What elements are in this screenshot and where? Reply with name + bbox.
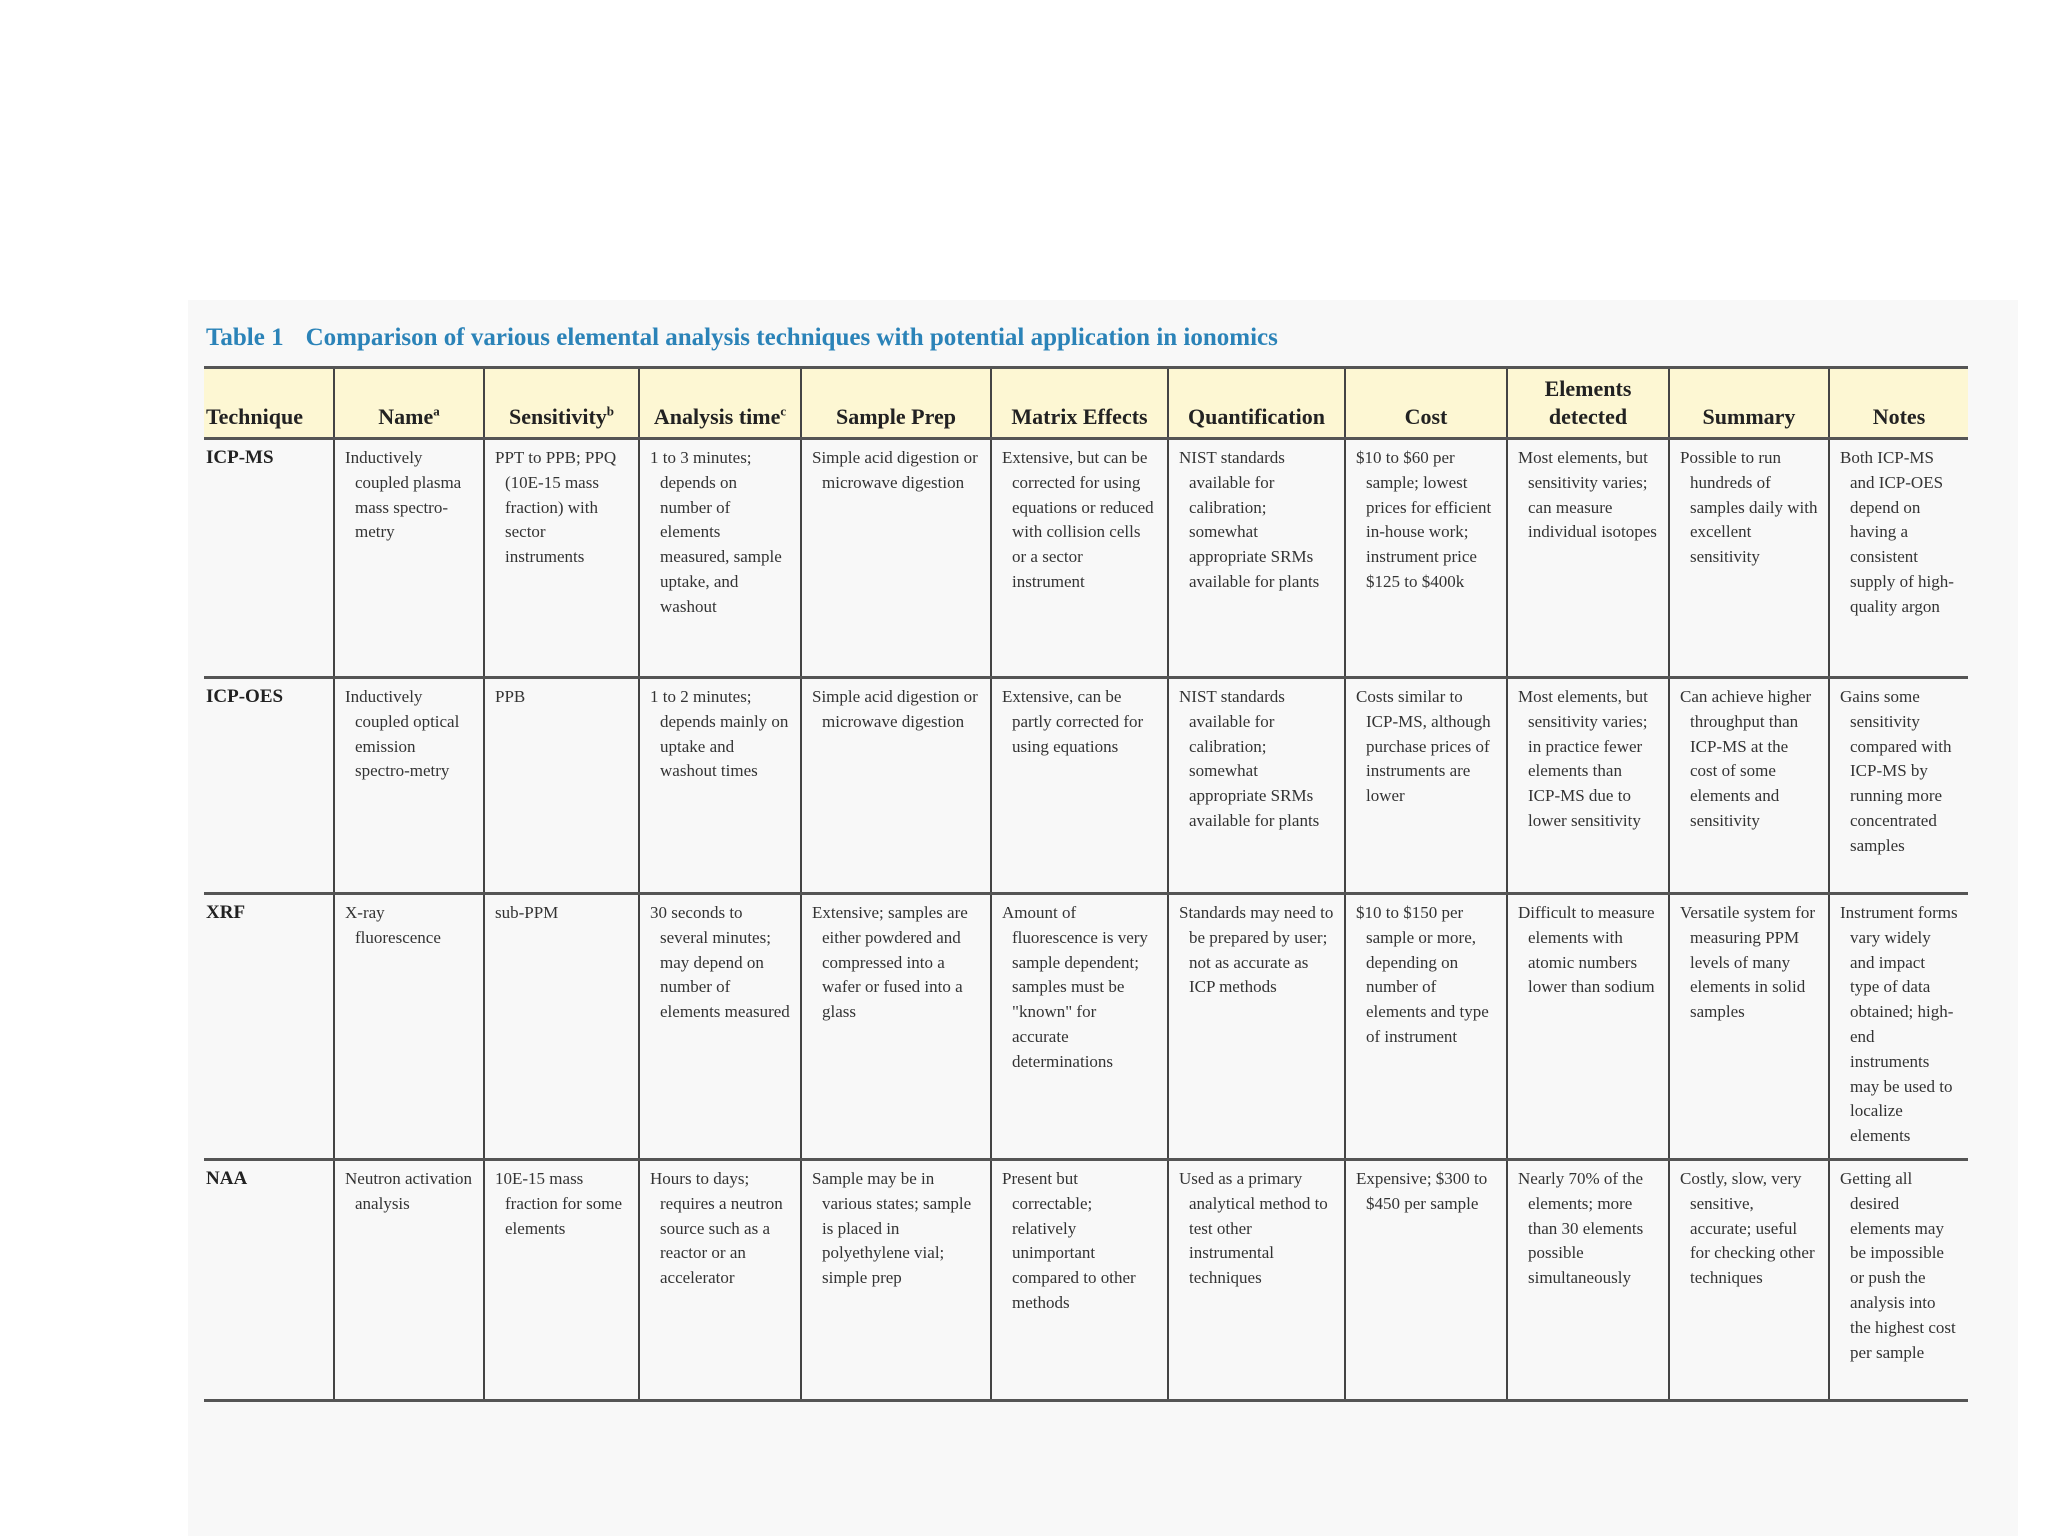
cell-technique: ICP-MS — [204, 439, 334, 678]
cell-analysis-time: 1 to 3 minutes; depends on number of elements measured, sample uptake, and washout — [639, 439, 801, 678]
cell-matrix-effects: Extensive, can be partly corrected for using equations — [991, 678, 1168, 894]
cell-sensitivity: PPT to PPB; PPQ (10E-15 mass fraction) with sector instruments — [484, 439, 639, 678]
cell-matrix-effects: Present but correctable; relatively unimportant compared to other methods — [991, 1160, 1168, 1401]
cell-elements-detected: Difficult to measure elements with atomic numbers lower than sodium — [1507, 894, 1669, 1160]
table-caption — [206, 324, 1278, 352]
header-cost: Cost — [1345, 368, 1507, 439]
cell-name: Inductively coupled plasma mass spectro-metry — [334, 439, 484, 678]
cell-summary: Possible to run hundreds of samples daily with excellent sensitivity — [1669, 439, 1829, 678]
header-matrix-effects: Matrix Effects — [991, 368, 1168, 439]
table-row-xrf — [204, 894, 1968, 1160]
cell-sensitivity: 10E-15 mass fraction for some elements — [484, 1160, 639, 1401]
cell-sensitivity: sub-PPM — [484, 894, 639, 1160]
cell-quantification: NIST standards available for calibration; somewhat appropriate SRMs available for plants — [1168, 439, 1345, 678]
header-quantification: Quantification — [1168, 368, 1345, 439]
cell-quantification: NIST standards available for calibration; somewhat appropriate SRMs available for plants — [1168, 678, 1345, 894]
cell-sample-prep: Sample may be in various states; sample is placed in polyethylene vial; simple prep — [801, 1160, 991, 1401]
cell-matrix-effects: Extensive, but can be corrected for using equations or reduced with collision cells or a sector instrument — [991, 439, 1168, 678]
table-title: Comparison of various elemental analysis techniques with potential application in ionomics — [305, 324, 1278, 351]
cell-notes: Both ICP-MS and ICP-OES depend on having a consistent supply of high-quality argon — [1829, 439, 1968, 678]
header-sample-prep: Sample Prep — [801, 368, 991, 439]
table-row-icp-ms — [204, 439, 1968, 678]
cell-sensitivity: PPB — [484, 678, 639, 894]
cell-name: Neutron activation analysis — [334, 1160, 484, 1401]
cell-technique: NAA — [204, 1160, 334, 1401]
cell-cost: $10 to $60 per sample; lowest prices for efficient in-house work; instrument price $125 to $400k — [1345, 439, 1507, 678]
cell-name: Inductively coupled optical emission spectro-metry — [334, 678, 484, 894]
cell-elements-detected: Most elements, but sensitivity varies; in practice fewer elements than ICP-MS due to lower sensitivity — [1507, 678, 1669, 894]
cell-analysis-time: 1 to 2 minutes; depends mainly on uptake and washout times — [639, 678, 801, 894]
cell-summary: Can achieve higher throughput than ICP-MS at the cost of some elements and sensitivity — [1669, 678, 1829, 894]
cell-summary: Versatile system for measuring PPM levels of many elements in solid samples — [1669, 894, 1829, 1160]
table-container — [204, 366, 1968, 1402]
cell-analysis-time: 30 seconds to several minutes; may depend on number of elements measured — [639, 894, 801, 1160]
header-summary: Summary — [1669, 368, 1829, 439]
cell-sample-prep: Simple acid digestion or microwave digestion — [801, 439, 991, 678]
cell-notes: Gains some sensitivity compared with ICP-MS by running more concentrated samples — [1829, 678, 1968, 894]
header-notes: Notes — [1829, 368, 1968, 439]
header-analysis-time: Analysis time$^c$ — [639, 368, 801, 439]
cell-sample-prep: Simple acid digestion or microwave digestion — [801, 678, 991, 894]
cell-name: X-ray fluorescence — [334, 894, 484, 1160]
cell-cost: Expensive; $300 to $450 per sample — [1345, 1160, 1507, 1401]
header-elements-detected: Elements detected — [1507, 368, 1669, 439]
cell-quantification: Used as a primary analytical method to test other instrumental techniques — [1168, 1160, 1345, 1401]
cell-technique: XRF — [204, 894, 334, 1160]
table-row-icp-oes — [204, 678, 1968, 894]
cell-summary: Costly, slow, very sensitive, accurate; useful for checking other techniques — [1669, 1160, 1829, 1401]
table-number: Table 1 — [206, 324, 284, 351]
cell-technique: ICP-OES — [204, 678, 334, 894]
comparison-table — [204, 366, 1968, 1402]
cell-elements-detected: Most elements, but sensitivity varies; can measure individual isotopes — [1507, 439, 1669, 678]
cell-notes: Instrument forms vary widely and impact type of data obtained; high-end instruments may be used to localize elements — [1829, 894, 1968, 1160]
cell-quantification: Standards may need to be prepared by user; not as accurate as ICP methods — [1168, 894, 1345, 1160]
header-technique: Technique — [204, 368, 334, 439]
cell-analysis-time: Hours to days; requires a neutron source such as a reactor or an accelerator — [639, 1160, 801, 1401]
cell-cost: Costs similar to ICP-MS, although purchase prices of instruments are lower — [1345, 678, 1507, 894]
cell-elements-detected: Nearly 70% of the elements; more than 30 elements possible simultaneously — [1507, 1160, 1669, 1401]
table-row-naa — [204, 1160, 1968, 1401]
header-sensitivity: Sensitivity$^b$ — [484, 368, 639, 439]
cell-matrix-effects: Amount of fluorescence is very sample dependent; samples must be "known" for accurate determinations — [991, 894, 1168, 1160]
header-name: Name$^a$ — [334, 368, 484, 439]
cell-notes: Getting all desired elements may be impossible or push the analysis into the highest cost per sample — [1829, 1160, 1968, 1401]
table-header-row — [204, 368, 1968, 439]
cell-cost: $10 to $150 per sample or more, depending on number of elements and type of instrument — [1345, 894, 1507, 1160]
cell-sample-prep: Extensive; samples are either powdered and compressed into a wafer or fused into a glass — [801, 894, 991, 1160]
